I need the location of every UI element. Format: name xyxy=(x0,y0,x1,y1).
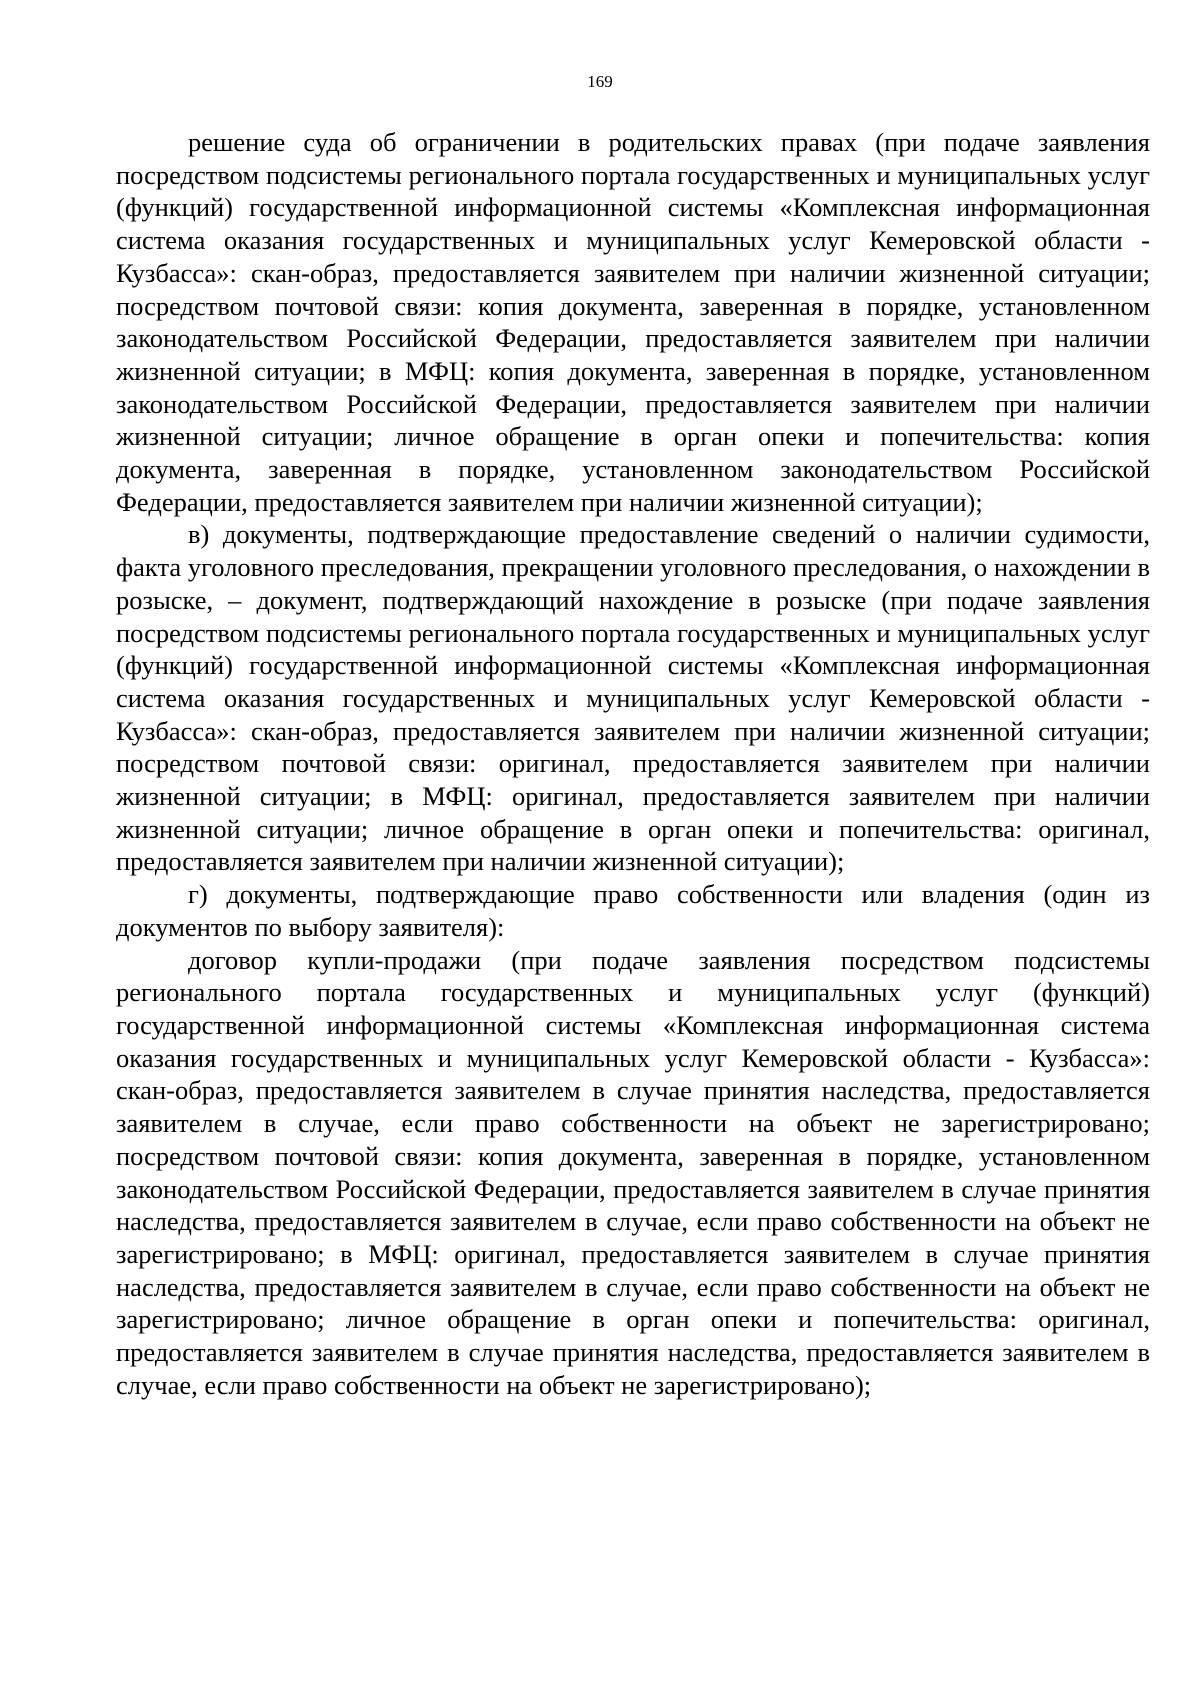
paragraph-court-decision: решение суда об ограничении в родительских правах (при подаче заявления посредством подсистемы регионального портала государственных и муниципальных услуг (функций) государственной информационной системы «Комплексная информационная система оказания государственных и муниципальных услуг Кемеровской области - Кузбасса»: скан-образ, предоставляется заявителем при наличии жизненной ситуации; посредством почтовой связи: копия документа, заверенная в порядке, установленном законодательством Российской Федерации, предоставляется заявителем при наличии жизненной ситуации; в МФЦ: копия документа, заверенная в порядке, установленном законодательством Российской Федерации, предоставляется заявителем при наличии жизненной ситуации; личное обращение в орган опеки и попечительства: копия документа, заверенная в порядке, установленном законодательством Российской Федерации, предоставляется заявителем при наличии жизненной ситуации); xyxy=(116,127,1150,517)
paragraph-sale-contract: договор купли-продажи (при подаче заявления посредством подсистемы регионального портала государственных и муниципальных услуг (функций) государственной информационной системы «Комплексная информационная система оказания государственных и муниципальных услуг Кемеровской области - Кузбасса»: скан-образ, предоставляется заявителем в случае принятия наследства, предоставляется заявителем в случае, если право собственности на объект не зарегистрировано; посредством почтовой связи: копия документа, заверенная в порядке, установленном законодательством Российской Федерации, предоставляется заявителем в случае принятия наследства, предоставляется заявителем в случае, если право собственности на объект не зарегистрировано; в МФЦ: оригинал, предоставляется заявителем в случае принятия наследства, предоставляется заявителем в случае, если право собственности на объект не зарегистрировано; личное обращение в орган опеки и попечительства: оригинал, предоставляется заявителем в случае принятия наследства, предоставляется заявителем в случае, если право собственности на объект не зарегистрировано); xyxy=(116,944,1150,1400)
document-body xyxy=(116,126,1150,1401)
paragraph-criminal-record-documents: в) документы, подтверждающие предоставление сведений о наличии судимости, факта уголовного преследования, прекращении уголовного преследования, о нахождении в розыске, – документ, подтверждающий нахождение в розыске (при подаче заявления посредством подсистемы регионального портала государственных и муниципальных услуг (функций) государственной информационной системы «Комплексная информационная система оказания государственных и муниципальных услуг Кемеровской области - Кузбасса»: скан-образ, предоставляется заявителем при наличии жизненной ситуации; посредством почтовой связи: оригинал, предоставляется заявителем при наличии жизненной ситуации; в МФЦ: оригинал, предоставляется заявителем при наличии жизненной ситуации; личное обращение в орган опеки и попечительства: оригинал, предоставляется заявителем при наличии жизненной ситуации); xyxy=(116,519,1150,877)
paragraph-ownership-documents: г) документы, подтверждающие право собственности или владения (один из документов по выбору заявителя): xyxy=(116,879,1150,942)
page-number: 169 xyxy=(587,72,613,91)
